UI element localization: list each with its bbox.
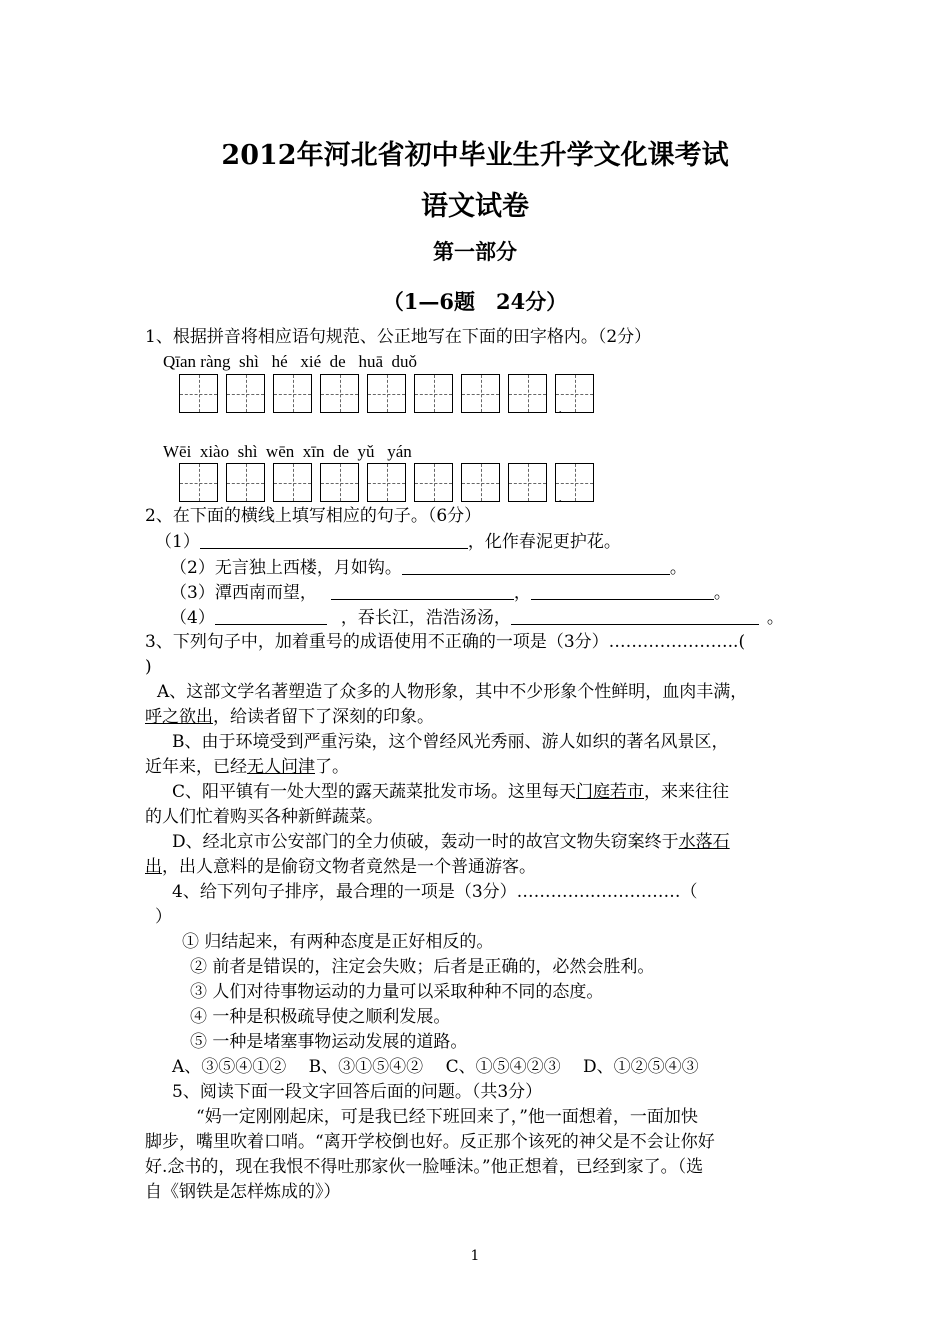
- item-mid: ，吞长江，浩浩汤汤，: [340, 608, 511, 628]
- idiom-underlined: 呼之欲出: [145, 707, 213, 727]
- q3-option-a-line2: [145, 706, 434, 728]
- grid-cell[interactable]: [461, 374, 500, 413]
- item-text: （2）无言独上西楼，月如钩。: [170, 558, 402, 578]
- period-mark: .: [558, 401, 563, 417]
- exam-title: 2012年河北省初中毕业生升学文化课考试: [221, 140, 729, 171]
- q5-passage-line4: 自《钢铁是怎样炼成的》）: [145, 1182, 341, 1202]
- q1-prompt: 1、根据拼音将相应语句规范、公正地写在下面的田字格内。（2分）: [145, 327, 652, 347]
- answer-blank[interactable]: [531, 581, 714, 600]
- item-end: 。: [713, 583, 731, 603]
- idiom-underlined: 无人问津: [247, 757, 315, 777]
- grid-cell[interactable]: [555, 374, 594, 417]
- q3-option-b-line1: B、由于环境受到严重污染，这个曾经风光秀丽、游人如织的著名风景区，: [172, 732, 729, 752]
- answer-blank[interactable]: [331, 581, 514, 600]
- grid-cell[interactable]: [508, 374, 547, 413]
- grid-cell[interactable]: [414, 374, 453, 413]
- q1-pinyin-1: Qīan ràng shì hé xié de huā duǒ: [163, 352, 417, 371]
- q3-option-a-line1: A、这部文学名著塑造了众多的人物形象，其中不少形象个性鲜明，血肉丰满，: [157, 682, 748, 702]
- answer-blank[interactable]: [402, 556, 670, 575]
- item-end: 。: [669, 558, 687, 578]
- item-text: （3）潭西南而望，: [170, 583, 317, 603]
- q5-passage-line3: 好.念书的，现在我恨不得吐那家伙一脸唾沫。”他正想着，已经到家了。（选: [145, 1157, 704, 1177]
- q4-prompt: 4、给下列句子排序，最合理的一项是（3分）…………..……………（: [172, 882, 698, 902]
- answer-blank[interactable]: [200, 530, 468, 549]
- grid-cell[interactable]: [320, 374, 359, 413]
- grid-cell[interactable]: [320, 463, 359, 502]
- item-end: 。: [766, 608, 784, 628]
- exam-subtitle: 语文试卷: [421, 191, 529, 222]
- answer-blank[interactable]: [511, 606, 759, 625]
- q5-prompt: 5、阅读下面一段文字回答后面的问题。（共3分）: [172, 1082, 543, 1102]
- answer-blank[interactable]: [215, 606, 327, 625]
- option-text: 近年来，已经: [145, 757, 247, 777]
- grid-cell[interactable]: [179, 374, 218, 413]
- grid-cell[interactable]: [226, 374, 265, 413]
- grid-cell[interactable]: [273, 463, 312, 502]
- q3-option-d-line2: [145, 856, 536, 878]
- q1-grid-2: [179, 463, 594, 506]
- item-text: ，化作春泥更护花。: [467, 532, 621, 552]
- grid-cell[interactable]: [461, 463, 500, 502]
- grid-cell[interactable]: [367, 463, 406, 502]
- item-mid: ，: [513, 583, 531, 603]
- q3-option-c-line2: 的人们忙着购买各种新鲜蔬菜。: [145, 807, 383, 827]
- part-heading: 第一部分: [433, 239, 517, 264]
- q2-item-3: [170, 581, 731, 604]
- q5-passage-line2: 脚步，嘴里吹着口哨。“离开学校倒也好。反正那个该死的神父是不会让你好: [145, 1132, 715, 1152]
- q3-option-c-line1: [172, 781, 729, 803]
- option-text: C、阳平镇有一处大型的露天蔬菜批发市场。这里每天: [172, 782, 577, 802]
- q4-paren-close: ）: [155, 907, 172, 927]
- grid-cell[interactable]: [414, 463, 453, 502]
- q3-prompt: 3、下列句子中，加着重号的成语使用不正确的一项是（3分）…………………..(: [145, 632, 746, 652]
- grid-cell[interactable]: [273, 374, 312, 413]
- option-text: 了。: [315, 757, 349, 777]
- period-mark: .: [558, 490, 563, 506]
- idiom-underlined: 水落石: [678, 832, 730, 852]
- grid-cell[interactable]: [226, 463, 265, 502]
- grid-cell[interactable]: [367, 374, 406, 413]
- q4-sentence-4: ④ 一种是积极疏导使之顺利发展。: [190, 1007, 451, 1027]
- q4-options: A、③⑤④①② B、③①⑤④② C、①⑤④②③ D、①②⑤④③: [172, 1057, 699, 1077]
- idiom-underlined: 出: [145, 857, 162, 877]
- q2-item-1: [155, 530, 621, 553]
- q1-grid-1: [179, 374, 594, 417]
- q3-option-d-line1: [172, 831, 730, 853]
- page-number: 1: [470, 1248, 480, 1264]
- grid-cell[interactable]: [508, 463, 547, 502]
- q3-paren-close: ): [145, 657, 152, 677]
- idiom-underlined: 门庭若市: [576, 782, 645, 802]
- q4-sentence-3: ③ 人们对待事物运动的力量可以采取种种不同的态度。: [190, 982, 604, 1002]
- q5-passage-line1: “妈一定刚刚起床，可是我已经下班回来了，”他一面想着，一面加快: [196, 1107, 698, 1127]
- question-range: （1—6题 24分）: [382, 289, 568, 314]
- q3-option-b-line2: [145, 756, 349, 778]
- q2-item-2: [170, 556, 687, 579]
- q4-sentence-2: ② 前者是错误的，注定会失败；后者是正确的，必然会胜利。: [190, 957, 655, 977]
- q4-sentence-1: ① 归结起来，有两种态度是正好相反的。: [182, 932, 494, 952]
- grid-cell[interactable]: [555, 463, 594, 506]
- q2-prompt: 2、在下面的横线上填写相应的句子。（6分）: [145, 506, 482, 526]
- q1-pinyin-2: Wēi xiào shì wēn xīn de yǔ yán: [163, 442, 412, 461]
- q4-sentence-5: ⑤ 一种是堵塞事物运动发展的道路。: [190, 1032, 468, 1052]
- grid-cell[interactable]: [179, 463, 218, 502]
- option-text: ，来来往往: [644, 782, 730, 802]
- item-number: （4）: [170, 608, 215, 628]
- q2-item-4: [170, 606, 784, 629]
- option-text: ，给读者留下了深刻的印象。: [213, 707, 434, 727]
- item-number: （1）: [155, 532, 200, 552]
- option-text: ，出人意料的是偷窃文物者竟然是一个普通游客。: [162, 857, 536, 877]
- option-text: D、经北京市公安部门的全力侦破，轰动一时的故宫文物失窃案终于: [172, 832, 679, 852]
